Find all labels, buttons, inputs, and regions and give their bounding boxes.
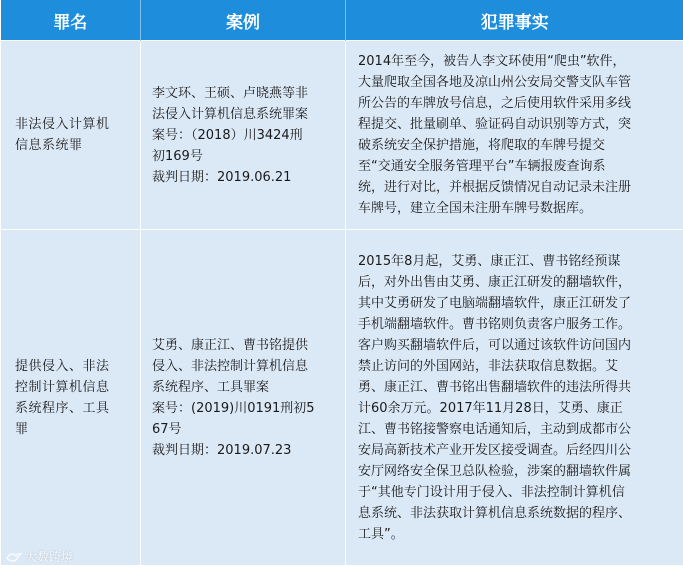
case-cell bbox=[141, 230, 346, 566]
header-facts: 犯罪事实 bbox=[346, 0, 683, 41]
cell-line: 提供侵入、非法 bbox=[15, 358, 110, 374]
cell-line: 法侵入计算机信息系统罪案 bbox=[152, 106, 309, 122]
cell-line: 程提交、批量刷单、验证码自动识别等方式，突 bbox=[358, 117, 632, 132]
cell-line: 李文环、王硕、卢晓燕等非 bbox=[152, 85, 309, 101]
cell-line: 罪 bbox=[15, 421, 29, 437]
cell-line: 大量爬取全国各地及凉山州公安局交警支队车管 bbox=[358, 75, 632, 90]
cell-line: 系统程序、工具罪案 bbox=[152, 379, 270, 395]
header-case: 案例 bbox=[141, 0, 346, 41]
cell-line: 裁判日期：2019.07.23 bbox=[152, 442, 292, 458]
watermark-text: 大数跨境 bbox=[25, 550, 74, 564]
cell-line: 控制计算机信息 bbox=[15, 379, 110, 395]
cell-line: 艾勇、康正江、曹书铭提供 bbox=[152, 337, 309, 353]
cell-line: 禁止访问的外国网站，非法获取信息数据。艾 bbox=[358, 358, 619, 374]
bird-logo-icon bbox=[6, 551, 22, 563]
table-header-row bbox=[1, 0, 683, 41]
cell-line: 计60余万元。2017年11月28日，艾勇、康正 bbox=[358, 400, 623, 416]
cell-line: 2014年至今，被告人李文环使用“爬虫”软件， bbox=[358, 54, 626, 69]
cell-line: 案号：（2018）川3424刑 bbox=[152, 127, 303, 143]
cell-line: 裁判日期：2019.06.21 bbox=[152, 169, 292, 185]
cell-line: 后，对外出售由艾勇、康正江研发的翻墙软件， bbox=[358, 274, 632, 290]
cell-line: 于“其他专门设计用于侵入、非法控制计算机信 bbox=[358, 484, 625, 500]
cell-line: 67号 bbox=[152, 421, 182, 437]
cell-line: 非法侵入计算机 bbox=[15, 117, 110, 132]
cell-line: 息系统、非法获取计算机信息系统数据的程序、 bbox=[358, 505, 632, 521]
cell-line: 2015年8月起，艾勇、康正江、曹书铭经预谋 bbox=[358, 253, 621, 269]
cell-line: 手机端翻墙软件。曹书铭则负责客户服务工作。 bbox=[358, 316, 632, 332]
crime-cell bbox=[1, 230, 141, 566]
header-crime: 罪名 bbox=[1, 0, 141, 41]
cell-line: 勇、康正江、曹书铭出售翻墙软件的违法所得共 bbox=[358, 379, 632, 395]
cell-line: 侵入、非法控制计算机信息 bbox=[152, 358, 309, 374]
cell-line: 至“交通安全服务管理平台”车辆报废查询系 bbox=[358, 159, 606, 174]
watermark bbox=[6, 548, 73, 565]
crime-cell bbox=[1, 41, 141, 230]
cell-line: 安厅网络安全保卫总队检验，涉案的翻墙软件属 bbox=[358, 463, 632, 479]
cell-line: 工具”。 bbox=[358, 526, 404, 542]
cell-line: 初169号 bbox=[152, 148, 203, 164]
cell-line: 安局高新技术产业开发区接受调查。后经四川公 bbox=[358, 442, 632, 458]
cell-line: 统，进行对比，并根据反馈情况自动记录未注册 bbox=[358, 180, 632, 195]
cell-line: 破系统安全保护措施，将爬取的车牌号提交 bbox=[358, 138, 606, 153]
cell-line: 客户购买翻墙软件后，可以通过该软件访问国内 bbox=[358, 337, 632, 353]
cell-line: 车牌号，建立全国未注册车牌号数据库。 bbox=[358, 201, 593, 216]
case-cell bbox=[141, 41, 346, 230]
cell-line: 案号：(2019)川0191刑初5 bbox=[152, 400, 315, 416]
cell-line: 江、曹书铭接警察电话通知后，主动到成都市公 bbox=[358, 421, 632, 437]
table-row bbox=[1, 230, 683, 566]
table-row bbox=[1, 41, 683, 230]
cell-line: 其中艾勇研发了电脑端翻墙软件，康正江研发了 bbox=[358, 295, 632, 311]
facts-cell bbox=[346, 230, 683, 566]
facts-cell bbox=[346, 41, 683, 230]
cell-line: 所公告的车牌放号信息，之后使用软件采用多线 bbox=[358, 96, 632, 111]
cell-line: 信息系统罪 bbox=[15, 138, 83, 153]
cell-line: 系统程序、工具 bbox=[15, 400, 110, 416]
